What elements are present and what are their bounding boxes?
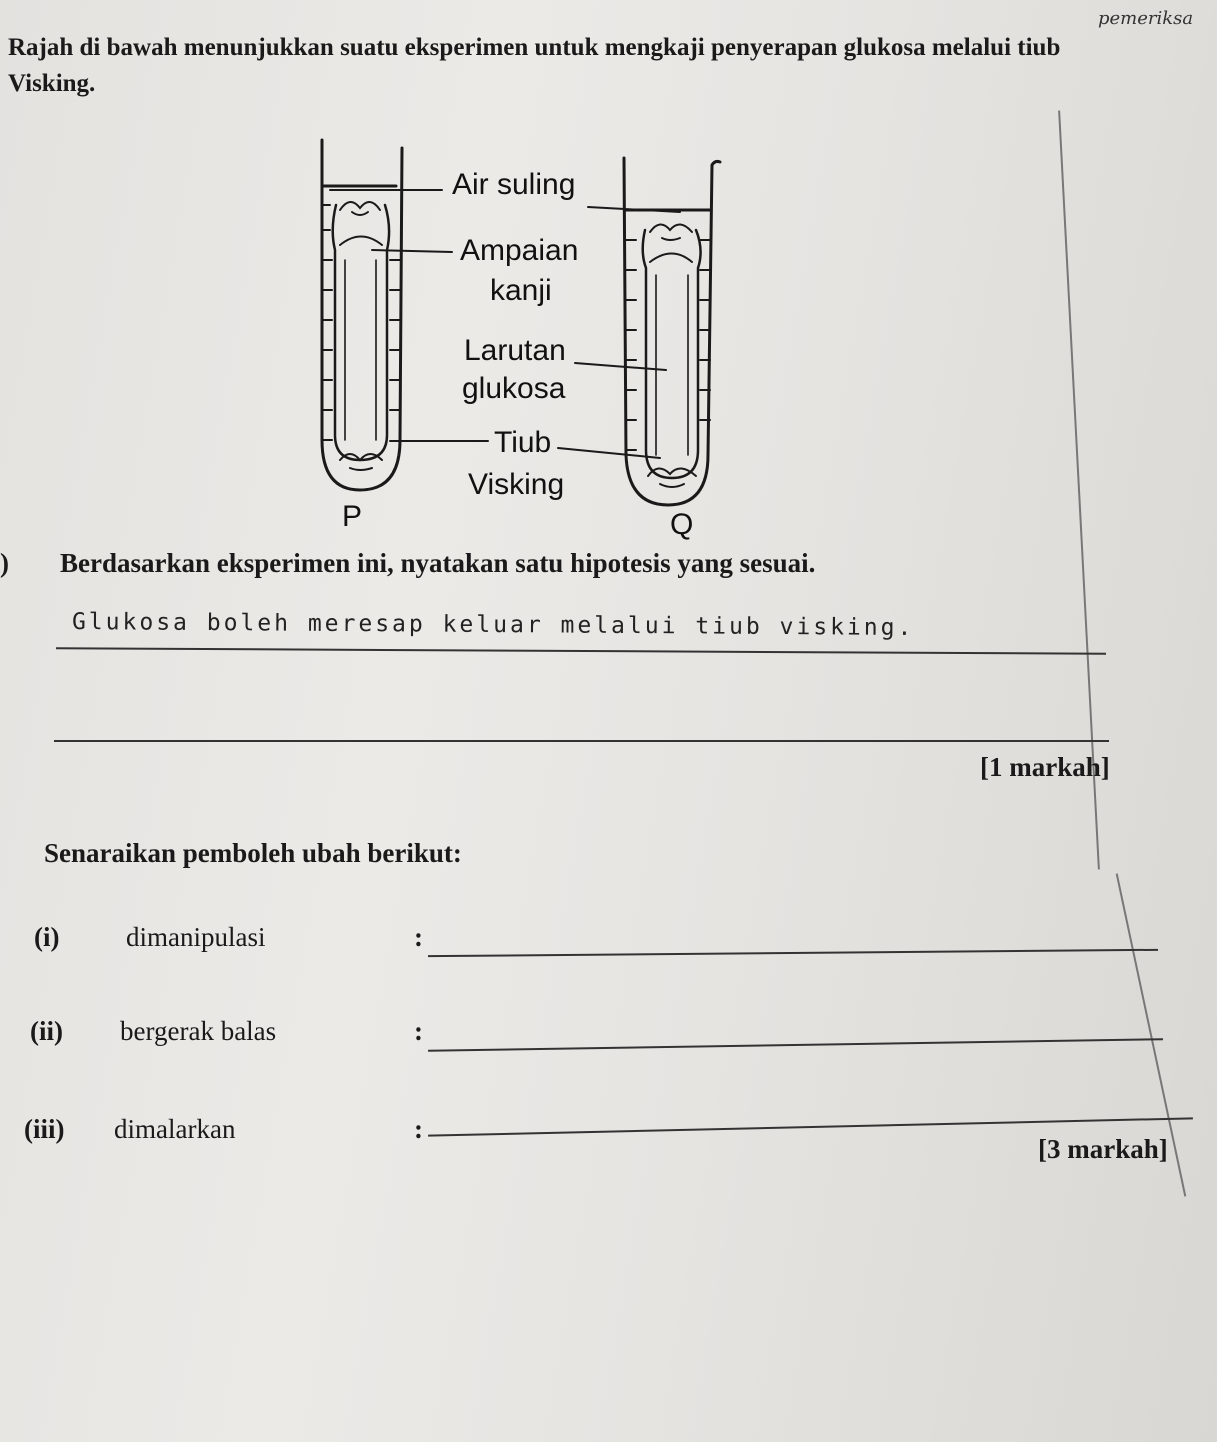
label-kanji: kanji: [490, 274, 552, 307]
item-i-label: dimanipulasi: [126, 922, 266, 952]
label-p: P: [342, 500, 363, 533]
item-iii-label: dimalarkan: [114, 1114, 236, 1144]
item-ii-colon: :: [414, 1016, 423, 1046]
intro-text: Rajah di bawah menunjukkan suatu eksperimen untuk mengkaji penyerapan glukosa melalui tiub Visking.: [8, 34, 1061, 97]
label-glukosa: glukosa: [462, 372, 566, 405]
handwritten-answer: Glukosa boleh meresap keluar melalui tiub visking.: [71, 609, 915, 641]
visking-tube-q: [643, 230, 701, 478]
marks-a: [1 markah]: [980, 752, 1110, 782]
label-air-suling: Air suling: [452, 168, 576, 201]
label-visking: Visking: [468, 468, 565, 501]
item-i-colon: :: [414, 922, 423, 952]
question-a-text: Berdasarkan eksperimen ini, nyatakan satu hipotesis yang sesuai.: [60, 548, 816, 578]
label-q: Q: [670, 508, 694, 541]
label-ampaian: Ampaian: [460, 234, 579, 267]
item-i-num: (i): [34, 922, 60, 952]
item-ii-num: (ii): [30, 1016, 63, 1046]
answer-line-2[interactable]: [54, 740, 1109, 742]
diagram-lines: [0, 0, 1217, 540]
label-larutan: Larutan: [464, 334, 566, 367]
item-iii-colon: :: [414, 1114, 423, 1144]
answer-line-dimanipulasi[interactable]: [428, 949, 1158, 957]
item-ii-label: bergerak balas: [120, 1016, 277, 1046]
margin-label: pemeriksa: [1098, 8, 1194, 29]
item-iii-num: (iii): [24, 1114, 65, 1144]
label-tiub: Tiub: [494, 426, 552, 459]
question-b-text: Senaraikan pemboleh ubah berikut:: [44, 838, 462, 868]
question-a-number: ): [0, 548, 9, 578]
answer-line-1[interactable]: [56, 647, 1106, 654]
marks-b: [3 markah]: [1038, 1134, 1168, 1164]
answer-line-bergerak-balas[interactable]: [428, 1038, 1163, 1052]
experiment-diagram: [0, 0, 1217, 540]
